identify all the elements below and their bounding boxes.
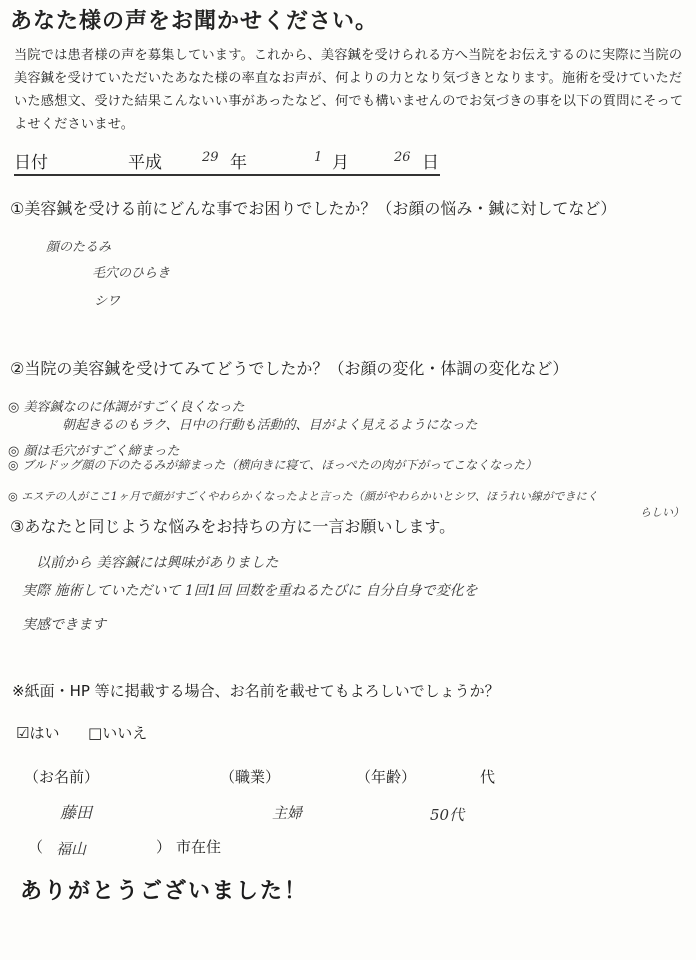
age-unit-label: 代 bbox=[480, 768, 496, 786]
checkbox-empty-icon: □ bbox=[88, 724, 103, 742]
residence-paren-open: （ bbox=[28, 838, 44, 856]
answer-3-line: 実際 施術していただいて 1回1回 回数を重ねるたびに 自分自身で変化を bbox=[22, 583, 478, 599]
name-label: （お名前） bbox=[24, 768, 100, 786]
consent-no-option[interactable] bbox=[88, 722, 147, 743]
consent-question: ※紙面・HP 等に掲載する場合、お名前を載せてもよろしいでしょうか？ bbox=[12, 682, 500, 700]
answer-1-line: シワ bbox=[94, 294, 121, 309]
answer-2-line: ◎ ブルドッグ顔の下のたるみが締まった（横向きに寝て、ほっぺたの肉が下がってこなくなった） bbox=[8, 458, 538, 472]
date-era: 平成 bbox=[128, 153, 162, 173]
residence-value: 福山 bbox=[56, 840, 87, 858]
checkbox-checked-icon: ☑ bbox=[16, 724, 30, 742]
date-label: 日付 bbox=[14, 153, 48, 173]
job-value: 主婦 bbox=[272, 804, 303, 822]
residence-label: 市在住 bbox=[176, 838, 222, 856]
answer-3-line: 実感できます bbox=[22, 617, 106, 633]
name-value: 藤田 bbox=[60, 803, 93, 822]
date-year-unit: 年 bbox=[230, 153, 247, 173]
job-label: （職業） bbox=[220, 768, 281, 786]
residence-paren-close: ） bbox=[156, 838, 172, 856]
answer-2-line: らしい） bbox=[640, 506, 684, 519]
answer-2-line: 朝起きるのもラク、日中の行動も活動的、目がよく見えるようになった bbox=[62, 418, 478, 433]
question-3: ③あなたと同じような悩みをお持ちの方に一言お願いします。 bbox=[10, 517, 456, 536]
intro-text: 当院では患者様の声を募集しています。これから、美容鍼を受けられる方へ当院をお伝えするのに実際に当院の美容鍼を受けていただいたあなた様の率直なお声が、何よりの力となり気づきとなります。施術を受けていただいた感想文、受けた結果こんないい事があったなど、何でも構いませんのでお気づきの事を以下の質問にそってよせくださいませ。 bbox=[14, 48, 684, 132]
answer-1-line: 毛穴のひらき bbox=[92, 266, 171, 281]
answer-2-line: ◎ 美容鍼なのに体調がすごく良くなった bbox=[8, 400, 245, 415]
consent-yes-option[interactable] bbox=[16, 722, 59, 743]
consent-yes-label: はい bbox=[29, 724, 60, 742]
date-row bbox=[14, 148, 440, 176]
closing-message: ありがとうございました！ bbox=[20, 879, 309, 904]
consent-no-label: いいえ bbox=[102, 724, 148, 742]
page-title: あなた様の声をお聞かせください。 bbox=[10, 9, 379, 34]
age-label: （年齢） bbox=[356, 768, 417, 786]
date-month: 1 bbox=[314, 150, 323, 165]
date-day: 26 bbox=[394, 150, 411, 165]
date-year: 29 bbox=[202, 150, 219, 165]
date-day-unit: 日 bbox=[422, 153, 439, 173]
answer-2-line: ◎ 顔は毛穴がすごく締まった bbox=[8, 444, 180, 459]
answer-2-line: ◎ エステの人がここ1ヶ月で顔がすごくやわらかくなったよと言った（顔がやわらかいとシワ、ほうれい線ができにく bbox=[8, 490, 598, 503]
answer-3-line: 以前から 美容鍼には興味がありました bbox=[36, 555, 279, 571]
question-1: ①美容鍼を受ける前にどんな事でお困りでしたか？（お顔の悩み・鍼に対してなど） bbox=[10, 199, 617, 218]
answer-1-line: 顔のたるみ bbox=[46, 240, 112, 255]
date-month-unit: 月 bbox=[332, 153, 349, 173]
age-value: 50代 bbox=[430, 806, 465, 824]
question-2: ②当院の美容鍼を受けてみてどうでしたか？（お顔の変化・体調の変化など） bbox=[10, 359, 569, 378]
